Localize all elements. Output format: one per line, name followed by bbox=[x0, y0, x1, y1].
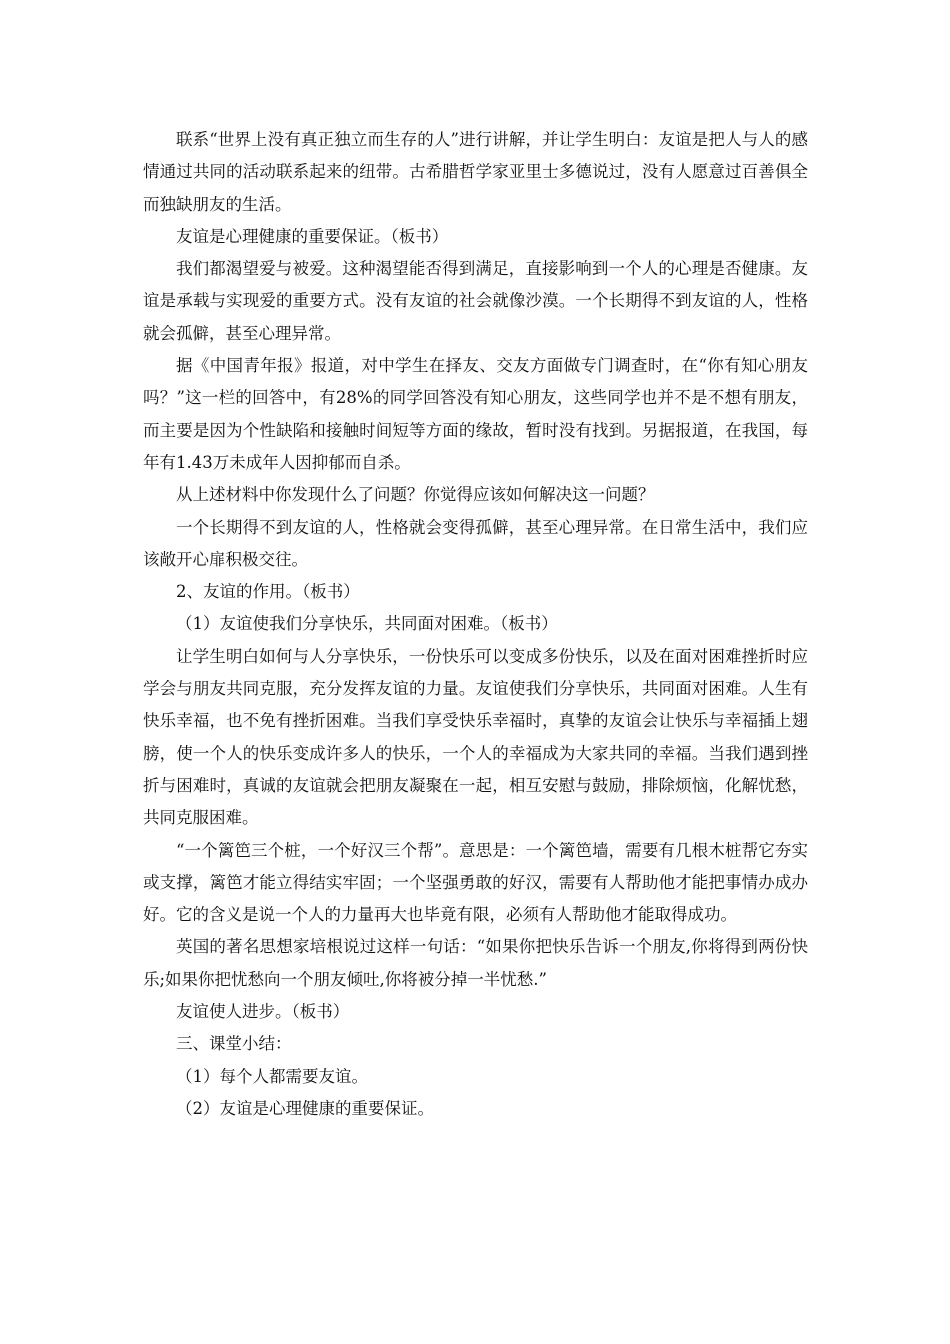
paragraph-friendship-bond: 联系“世界上没有真正独立而生存的人”进行讲解，并让学生明白：友谊是把人与人的感情通过共同的活动联系起来的纽带。古希腊哲学家亚里士多德说过，没有人愿意过百善俱全而独缺朋友的生活。 bbox=[143, 130, 808, 214]
heading-share-joy: （1）友谊使我们分享快乐，共同面对困难。（板书） bbox=[176, 614, 558, 634]
paragraph-open-heart: 一个长期得不到友谊的人，性格就会变得孤僻，甚至心理异常。在日常生活中，我们应该敞开心扉积极交往。 bbox=[143, 517, 808, 569]
paragraph-question: 从上述材料中你发现什么了问题？你觉得应该如何解决这一问题？ bbox=[176, 485, 655, 505]
heading-progress: 友谊使人进步。（板书） bbox=[176, 1002, 350, 1022]
paragraph-love-desire: 我们都渴望爱与被爱。这种渴望能否得到满足，直接影响到一个人的心理是否健康。友谊是承载与实现爱的重要方式。没有友谊的社会就像沙漠。一个长期得不到友谊的人，性格就会孤僻，甚至心理异常。 bbox=[143, 259, 808, 343]
paragraph-youth-survey: 据《中国青年报》报道，对中学生在择友、交友方面做专门调查时，在“你有知心朋友吗？”这一栏的回答中，有28%的同学回答没有知心朋友，这些同学也并不是不想有朋友，而主要是因为个性缺陷和接触时间短等方面的缘故，暂时没有找到。另据报道，在我国，每年有1.43万未成年人因抑郁而自杀。 bbox=[143, 356, 808, 472]
heading-summary: 三、课堂小结： bbox=[176, 1034, 292, 1054]
heading-friendship-role: 2、友谊的作用。（板书） bbox=[176, 582, 360, 602]
summary-item-1: （1）每个人都需要友谊。 bbox=[176, 1066, 368, 1086]
paragraph-share-joy: 让学生明白如何与人分享快乐，一份快乐可以变成多份快乐，以及在面对困难挫折时应学会与朋友共同克服，充分发挥友谊的力量。友谊使我们分享快乐，共同面对困难。人生有快乐幸福，也不免有挫折困难。当我们享受快乐幸福时，真挚的友谊会让快乐与幸福插上翅膀，使一个人的快乐变成许多人的快乐，一个人的幸福成为大家共同的幸福。当我们遇到挫折与困难时，真诚的友谊就会把朋友凝聚在一起，相互安慰与鼓励，排除烦恼，化解忧愁，共同克服困难。 bbox=[143, 646, 808, 828]
paragraph-proverb: “一个篱笆三个桩，一个好汉三个帮”。意思是：一个篱笆墙，需要有几根木桩帮它夯实或支撑，篱笆才能立得结实牢固；一个坚强勇敢的好汉，需要有人帮助他才能把事情办成办好。它的含义是说一个人的力量再大也毕竟有限，必须有人帮助他才能取得成功。 bbox=[143, 840, 808, 925]
document-body bbox=[143, 124, 808, 1125]
summary-item-2: （2）友谊是心理健康的重要保证。 bbox=[176, 1098, 434, 1118]
paragraph-bacon-quote: 英国的著名思想家培根说过这样一句话：“如果你把快乐告诉一个朋友,你将得到两份快乐;如果你把忧愁向一个朋友倾吐,你将被分掉一半忧愁.” bbox=[143, 937, 808, 989]
heading-mental-health: 友谊是心理健康的重要保证。（板书） bbox=[176, 226, 449, 246]
